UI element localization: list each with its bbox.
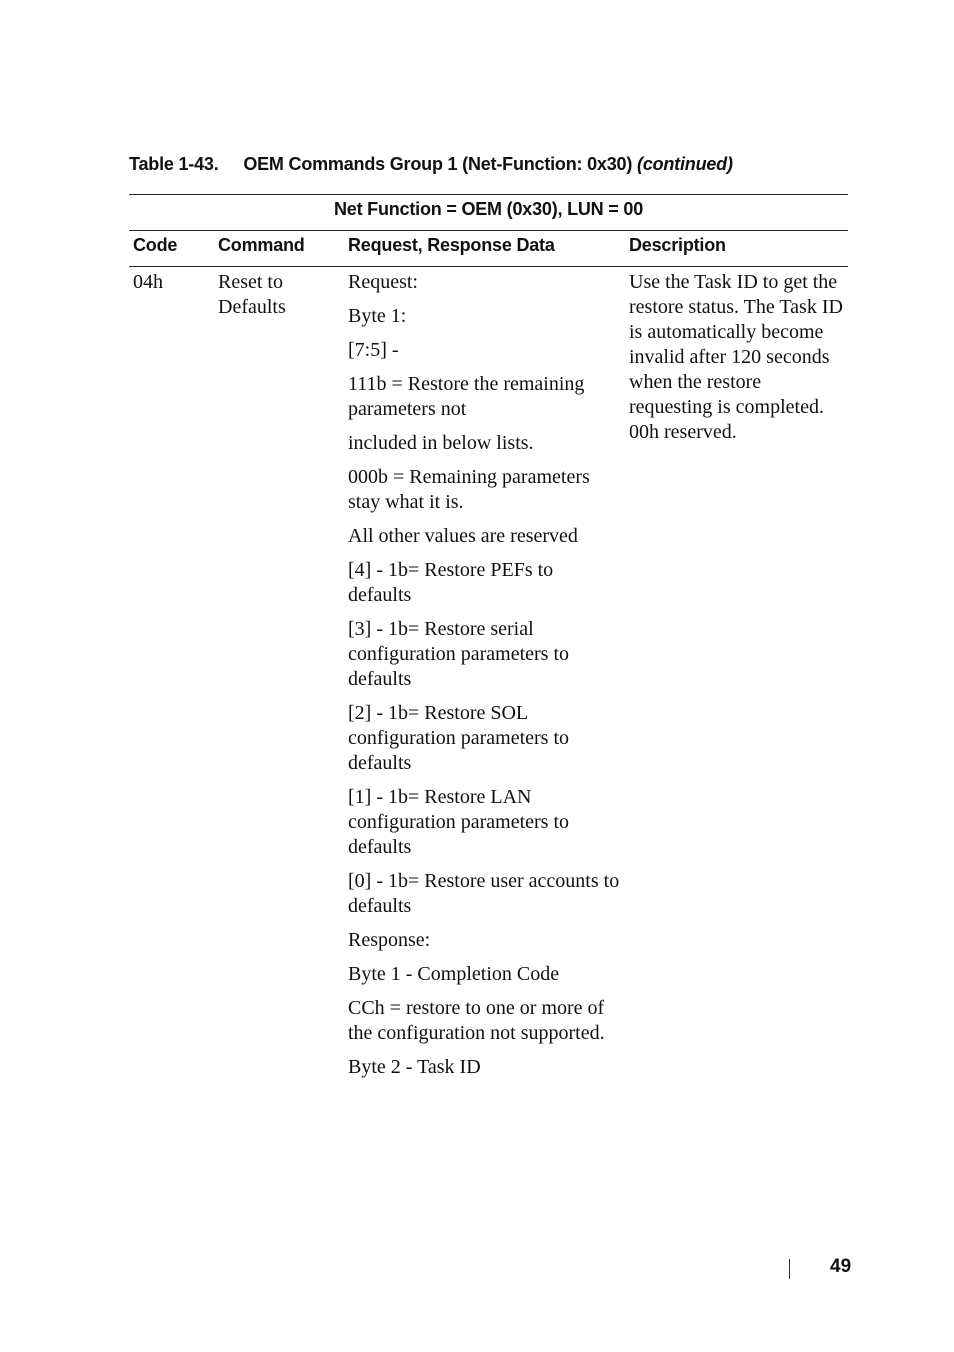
table-caption (129, 154, 733, 175)
request-line: Byte 1: (348, 305, 407, 327)
table-title: OEM Commands Group 1 (Net-Function: 0x30) (243, 154, 633, 174)
request-line: 111b = Restore the remaining parameters not (348, 373, 585, 420)
net-function-header: Net Function = OEM (0x30), LUN = 00 (333, 199, 644, 219)
request-line: [3] - 1b= Restore serial configuration parameters to defaults (348, 618, 570, 690)
request-line: [4] - 1b= Restore PEFs to defaults (348, 559, 554, 606)
request-line: [2] - 1b= Restore SOL configuration parameters to defaults (348, 702, 570, 774)
header-bottom-rule (129, 266, 848, 267)
header-code: Code (133, 235, 178, 255)
footer-divider (789, 1259, 790, 1279)
header-request-response: Request, Response Data (348, 235, 555, 255)
cell-request-response (348, 270, 620, 1089)
table-number: Table 1-43. (129, 154, 219, 174)
header-description: Description (629, 235, 726, 255)
continued-label: (continued) (636, 154, 733, 174)
request-line: Response: (348, 929, 431, 951)
request-line: Byte 1 - Completion Code (348, 963, 560, 985)
cell-code: 04h (133, 271, 163, 293)
request-line: CCh = restore to one or more of the configuration not supported. (348, 997, 605, 1044)
table-top-rule (129, 194, 848, 195)
header-top-rule (129, 230, 848, 231)
cell-description: Use the Task ID to get the restore status. The Task ID is automatically become invalid after 120 seconds when the restore requesting is completed. 00h reserved. (629, 271, 843, 443)
request-line: Byte 2 - Task ID (348, 1056, 481, 1078)
header-command: Command (218, 235, 305, 255)
request-line: All other values are reserved (348, 525, 578, 547)
request-line: [7:5] - (348, 339, 399, 361)
cell-command: Reset to Defaults (218, 271, 286, 318)
request-line: included in below lists. (348, 432, 534, 454)
request-line: 000b = Remaining parameters stay what it is. (348, 466, 590, 513)
page-number: 49 (830, 1256, 852, 1277)
request-line: [1] - 1b= Restore LAN configuration parameters to defaults (348, 786, 570, 858)
request-line: [0] - 1b= Restore user accounts to defaults (348, 870, 620, 917)
request-line: Request: (348, 271, 418, 293)
